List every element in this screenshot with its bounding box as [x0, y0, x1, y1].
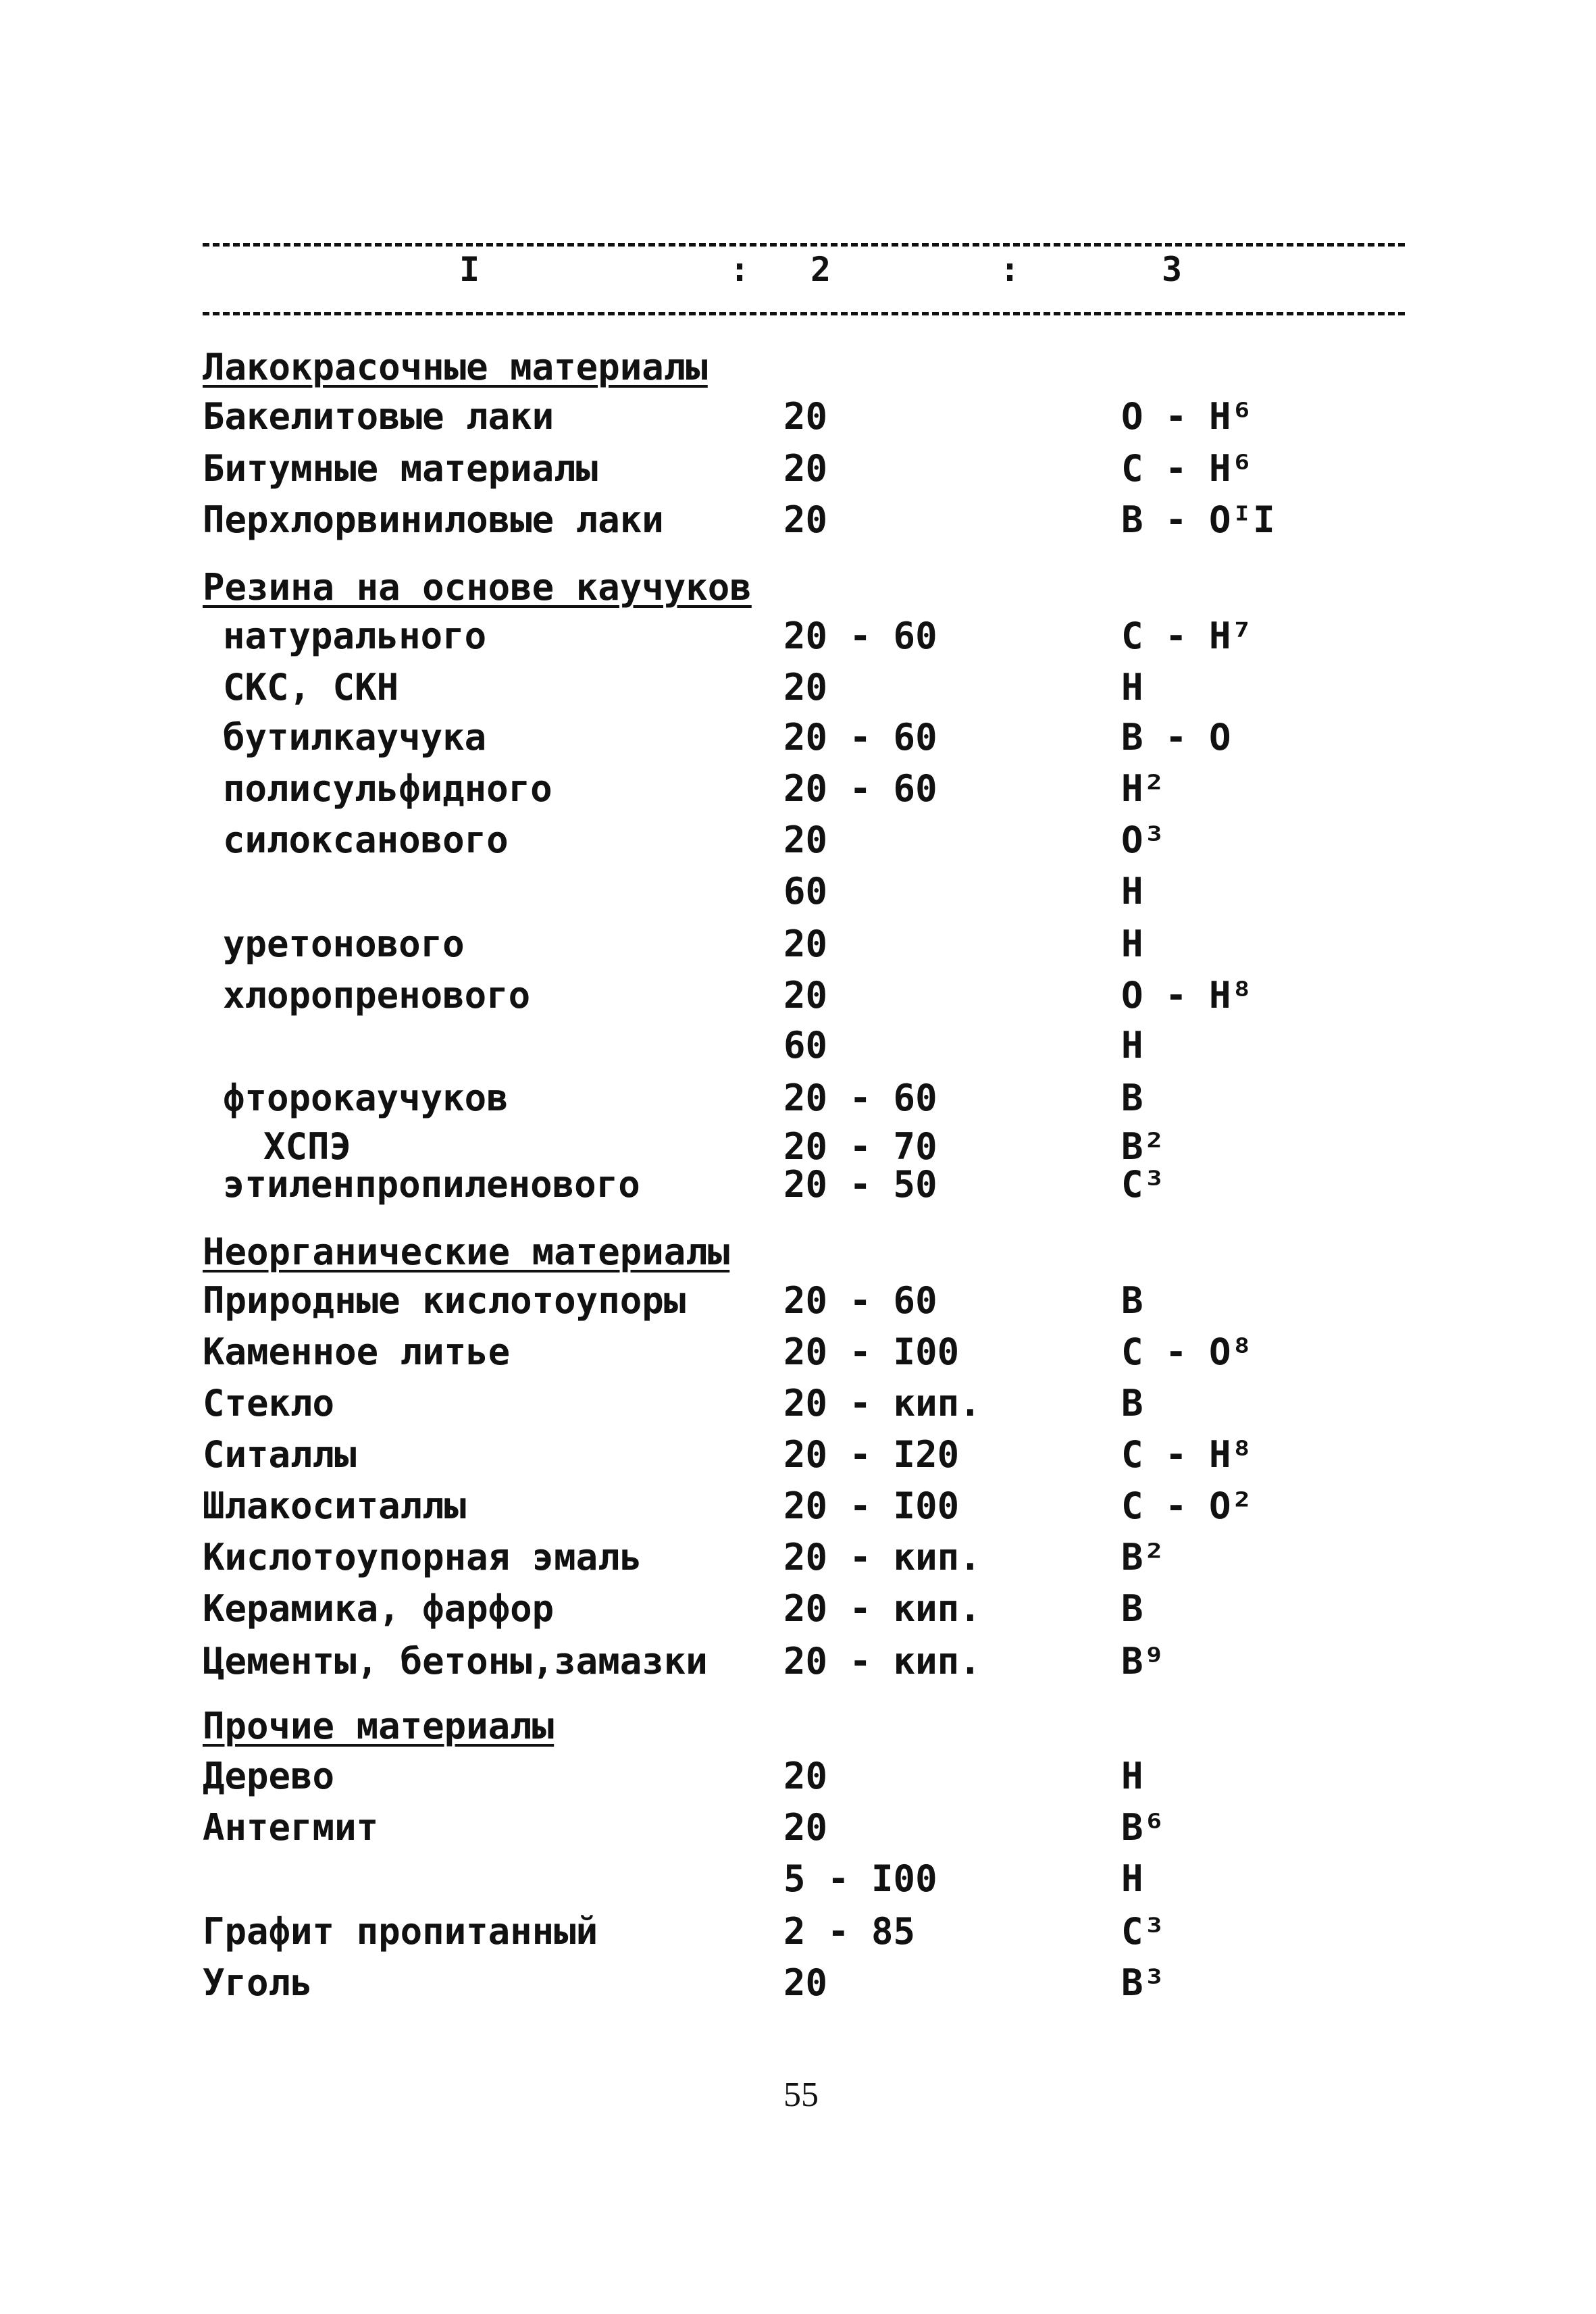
material-name: Графит пропитанный: [203, 1910, 598, 1953]
resistance-value: Н: [1121, 1857, 1143, 1900]
material-name: натурального: [223, 615, 487, 657]
temperature-value: 20: [783, 1806, 828, 1849]
material-name: полисульфидного: [223, 767, 552, 810]
material-name: Кислотоупорная эмаль: [203, 1536, 642, 1578]
temperature-value: 20: [783, 666, 828, 709]
material-name: уретонового: [223, 923, 465, 965]
temperature-value: 20: [783, 1755, 828, 1797]
resistance-value: С - О⁸: [1121, 1331, 1254, 1373]
page-number: 55: [783, 2076, 819, 2114]
resistance-value: В⁹: [1121, 1640, 1166, 1682]
table-header-rule: [203, 312, 1405, 315]
temperature-value: 20 - кип.: [783, 1536, 981, 1578]
resistance-value: О³: [1121, 819, 1166, 861]
temperature-value: 20: [783, 447, 828, 490]
temperature-value: 20 - 60: [783, 1077, 937, 1119]
material-name: Стекло: [203, 1382, 335, 1424]
material-name: бутилкаучука: [223, 716, 487, 759]
temperature-value: 5 - I00: [783, 1857, 937, 1900]
temperature-value: 20 - кип.: [783, 1587, 981, 1630]
resistance-value: Н²: [1121, 767, 1166, 810]
resistance-value: С - Н⁸: [1121, 1433, 1254, 1476]
material-name: Битумные материалы: [203, 447, 598, 490]
material-name: этиленпропиленового: [223, 1163, 640, 1206]
resistance-value: Н: [1121, 923, 1143, 965]
temperature-value: 20 - 60: [783, 1279, 937, 1322]
column-separator: :: [729, 250, 750, 289]
material-name: Керамика, фарфор: [203, 1587, 555, 1630]
resistance-value: Н: [1121, 1024, 1143, 1066]
material-name: Уголь: [203, 1961, 313, 2004]
resistance-value: В²: [1121, 1536, 1166, 1578]
resistance-value: В: [1121, 1279, 1143, 1322]
temperature-value: 20: [783, 498, 828, 541]
resistance-value: В²: [1121, 1125, 1166, 1168]
temperature-value: 20 - кип.: [783, 1640, 981, 1682]
resistance-value: В³: [1121, 1961, 1166, 2004]
resistance-value: В⁶: [1121, 1806, 1166, 1849]
temperature-value: 20: [783, 819, 828, 861]
temperature-value: 20 - I20: [783, 1433, 960, 1476]
temperature-value: 20 - 70: [783, 1125, 937, 1168]
material-name: Перхлорвиниловые лаки: [203, 498, 664, 541]
temperature-value: 20: [783, 395, 828, 438]
material-name: Природные кислотоупоры: [203, 1279, 686, 1322]
column-header-3: 3: [1162, 250, 1183, 289]
material-name: Резина на основе каучуков: [203, 566, 752, 609]
column-header-1: I: [459, 250, 480, 289]
temperature-value: 20 - 60: [783, 716, 937, 759]
material-name: Бакелитовые лаки: [203, 395, 555, 438]
resistance-value: О - Н⁶: [1121, 395, 1254, 438]
material-name: Лакокрасочные материалы: [203, 346, 708, 388]
resistance-value: Н: [1121, 1755, 1143, 1797]
temperature-value: 20 - I00: [783, 1331, 960, 1373]
temperature-value: 20 - 50: [783, 1163, 937, 1206]
resistance-value: Н: [1121, 870, 1143, 912]
resistance-value: С - О²: [1121, 1485, 1254, 1527]
material-name: СКС, СКН: [223, 666, 399, 709]
temperature-value: 20 - I00: [783, 1485, 960, 1527]
resistance-value: С³: [1121, 1910, 1166, 1953]
column-header-2: 2: [810, 250, 831, 289]
temperature-value: 20 - 60: [783, 615, 937, 657]
material-name: ХСПЭ: [263, 1125, 352, 1168]
temperature-value: 20: [783, 1961, 828, 2004]
material-name: Ситаллы: [203, 1433, 357, 1476]
material-name: Неорганические материалы: [203, 1231, 730, 1273]
temperature-value: 20 - кип.: [783, 1382, 981, 1424]
material-name: фторокаучуков: [223, 1077, 509, 1119]
resistance-value: С - Н⁷: [1121, 615, 1254, 657]
temperature-value: 2 - 85: [783, 1910, 916, 1953]
material-name: силоксанового: [223, 819, 509, 861]
resistance-value: С³: [1121, 1163, 1166, 1206]
column-separator: :: [1000, 250, 1021, 289]
temperature-value: 20: [783, 923, 828, 965]
temperature-value: 60: [783, 870, 828, 912]
resistance-value: С - Н⁶: [1121, 447, 1254, 490]
material-name: хлоропренового: [223, 974, 531, 1017]
resistance-value: В: [1121, 1587, 1143, 1630]
resistance-value: В: [1121, 1077, 1143, 1119]
resistance-value: О - Н⁸: [1121, 974, 1254, 1017]
material-name: Каменное литье: [203, 1331, 511, 1373]
temperature-value: 20: [783, 974, 828, 1017]
table-top-rule: [203, 243, 1405, 247]
material-name: Шлакоситаллы: [203, 1485, 467, 1527]
material-name: Антегмит: [203, 1806, 379, 1849]
resistance-value: Н: [1121, 666, 1143, 709]
material-name: Дерево: [203, 1755, 335, 1797]
material-name: Прочие материалы: [203, 1705, 555, 1747]
resistance-value: В: [1121, 1382, 1143, 1424]
material-name: Цементы, бетоны,замазки: [203, 1640, 708, 1682]
temperature-value: 20 - 60: [783, 767, 937, 810]
resistance-value: В - О: [1121, 716, 1231, 759]
temperature-value: 60: [783, 1024, 828, 1066]
resistance-value: В - ОᴵI: [1121, 498, 1275, 541]
